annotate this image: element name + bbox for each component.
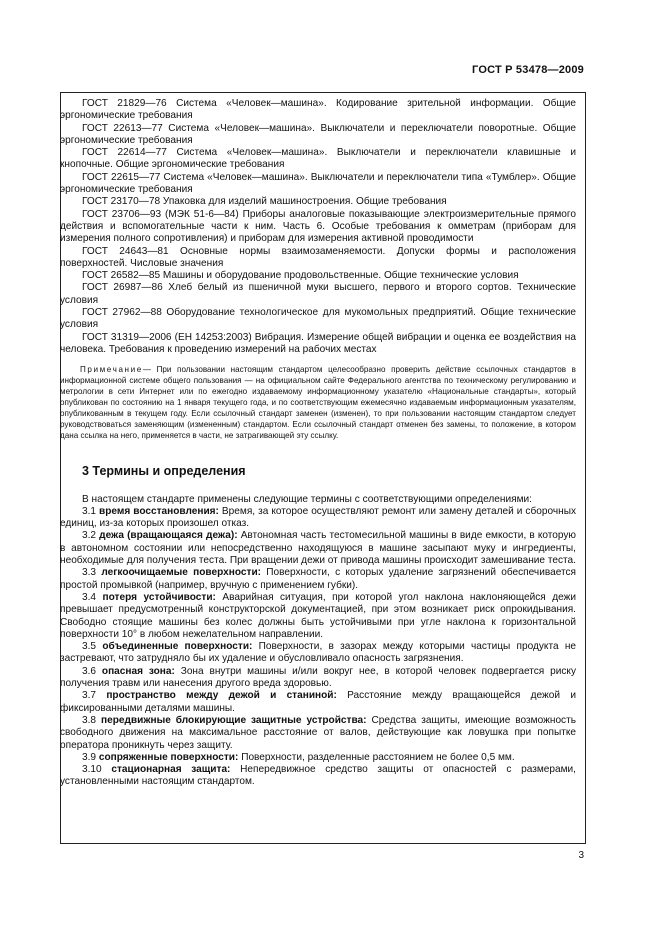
reference-item: ГОСТ 21829—76 Система «Человек—машина». Кодирование зрительной информации. Общие эргономические требования — [60, 98, 576, 122]
term-name: пространство между дежой и станиной: — [106, 690, 337, 702]
term-text: Поверхности, с которых удаление загрязнений обеспечивается простой промывкой (например, вручную с применением губки). — [60, 567, 576, 591]
term-name: передвижные блокирующие защитные устройства: — [101, 714, 367, 726]
reference-item: ГОСТ 24643—81 Основные нормы взаимозаменяемости. Допуски формы и расположения поверхностей. Числовые значения — [60, 245, 576, 269]
reference-item: ГОСТ 22613—77 Система «Человек—машина». Выключатели и переключатели поворотные. Общие эргономические требования — [60, 122, 576, 146]
term-text: Аварийная ситуация, при которой угол наклона наклоняющейся дежи превышает предусмотренный конструкторской документацией, при этом возникает риск опрокидывания. Свободно стоящие машины без колес должны быть устойчивыми при угле наклона к горизонтальной поверхности 10° в любом нежелательном направлении. — [60, 591, 577, 640]
note-label: Примечание — [80, 365, 143, 375]
reference-item: ГОСТ 31319—2006 (ЕН 14253:2003) Вибрация. Измерение общей вибрации и оценка ее воздействия на человека. Требования к проведению измерений на рабочих местах — [60, 331, 576, 355]
term-name: потеря устойчивости: — [102, 591, 216, 603]
document-code: ГОСТ Р 53478—2009 — [472, 64, 584, 76]
term-name: дежа (вращающаяся дежа): — [99, 530, 238, 542]
reference-item: ГОСТ 26582—85 Машины и оборудование продовольственные. Общие технические условия — [82, 270, 519, 282]
term-definition — [60, 567, 576, 592]
term-text: Расстояние между вращающейся дежой и фиксированными деталями машины. — [60, 690, 576, 714]
term-definition — [60, 752, 576, 764]
term-number: 3.7 — [82, 690, 97, 702]
term-definition — [60, 764, 576, 789]
term-number: 3.1 — [82, 505, 97, 517]
term-name: опасная зона: — [101, 665, 175, 677]
note-text: — При пользовании настоящим стандартом целесообразно проверить действие ссылочных стандартов в информационной системе общего пользования — на официальном сайте Федерального агентства по техническому регулированию и метрологии в сети Интернет или по ежегодно издаваемому информационному указателю «Национальные стандарты», который опубликован по состоянию на 1 января текущего года, и по соответствующим ежемесячно издаваемым информационным указателям, опубликованным в текущем году. Если ссылочный стандарт заменен (изменен), то при пользовании настоящим стандартом следует руководствоваться заменяющим (измененным) стандартом. Если ссылочный стандарт отменен без замены, то положение, в котором дана ссылка на него, применяется в части, не затрагивающей эту ссылку. — [60, 365, 576, 440]
reference-item: ГОСТ 23170—78 Упаковка для изделий машиностроения. Общие требования — [82, 196, 447, 208]
reference-item: ГОСТ 22614—77 Система «Человек—машина». Выключатели и переключатели клавишные и кнопочные. Общие эргономические требования — [60, 147, 576, 171]
term-number: 3.9 — [82, 751, 97, 763]
term-definition — [60, 530, 576, 567]
reference-item: ГОСТ 27962—88 Оборудование технологическое для мукомольных предприятий. Общие технические условия — [60, 307, 576, 331]
term-number: 3.4 — [82, 591, 97, 603]
reference-item: ГОСТ 23706—93 (МЭК 51-6—84) Приборы аналоговые показывающие электроизмерительные прямого действия и вспомогательные части к ним. Часть 6. Особые требования к омметрам (приборам для измерения полного сопротивления) и приборам для измерения активной проводимости — [60, 208, 576, 245]
term-number: 3.2 — [82, 530, 97, 542]
term-definition — [60, 690, 576, 715]
term-text: Поверхности, разделенные расстоянием не более 0,5 мм. — [241, 751, 515, 763]
term-text: Автономная часть тестомесильной машины в виде емкости, в которую в автономном состоянии или непосредственно находящуюся в машине засыпают муку и ингредиенты, необходимые для получения теста. При вращении дежи от привода машины происходит замешивание теста. — [60, 530, 577, 567]
term-text: Время, за которое осуществляют ремонт или замену деталей и сборочных единиц, из-за которых произошел отказ. — [60, 505, 576, 530]
term-text: Средства защиты, имеющие возможность свободного движения на максимальное расстояние от валов, действующие как ловушка при попытке оператора проникнуть через защиту. — [60, 714, 576, 751]
term-text: Поверхности, в зазорах между которыми частицы продукта не застревают, что затрудняло бы их удаление и обусловливало опасность загрязнения. — [60, 641, 577, 665]
section-intro: В настоящем стандарте применены следующие термины с соответствующими определениями: — [82, 493, 532, 505]
references-list — [60, 98, 576, 356]
page-content — [60, 98, 576, 789]
term-number: 3.5 — [82, 641, 97, 653]
term-definition — [60, 641, 576, 666]
term-name: стационарная защита: — [111, 764, 231, 776]
term-number: 3.8 — [82, 714, 97, 726]
reference-item: ГОСТ 22615—77 Система «Человек—машина». Выключатели и переключатели типа «Тумблер». Общие эргономические требования — [60, 171, 576, 196]
term-number: 3.6 — [82, 665, 97, 677]
term-text: Непередвижное средство защиты от опасностей с размерами, установленными настоящим стандартом. — [60, 764, 576, 788]
term-name: время восстановления: — [99, 505, 219, 517]
reference-item: ГОСТ 26987—86 Хлеб белый из пшеничной муки высшего, первого и второго сортов. Технические условия — [60, 282, 576, 306]
page-number: 3 — [578, 850, 584, 861]
term-definition — [60, 666, 576, 691]
term-name: сопряженные поверхности: — [98, 751, 239, 763]
section-title: 3 Термины и определения — [82, 463, 246, 478]
term-number: 3.10 — [82, 764, 102, 776]
term-definition — [60, 715, 576, 752]
term-definition — [60, 592, 576, 641]
term-name: объединенные поверхности: — [102, 641, 253, 653]
term-text: Зона внутри машины и/или вокруг нее, в которой человек подвергается риску получения травм или нанесения другого вреда здоровью. — [60, 665, 576, 690]
term-definition — [60, 506, 576, 531]
term-name: легкоочищаемые поверхности: — [101, 567, 262, 579]
note — [60, 365, 576, 441]
term-number: 3.3 — [82, 567, 97, 579]
